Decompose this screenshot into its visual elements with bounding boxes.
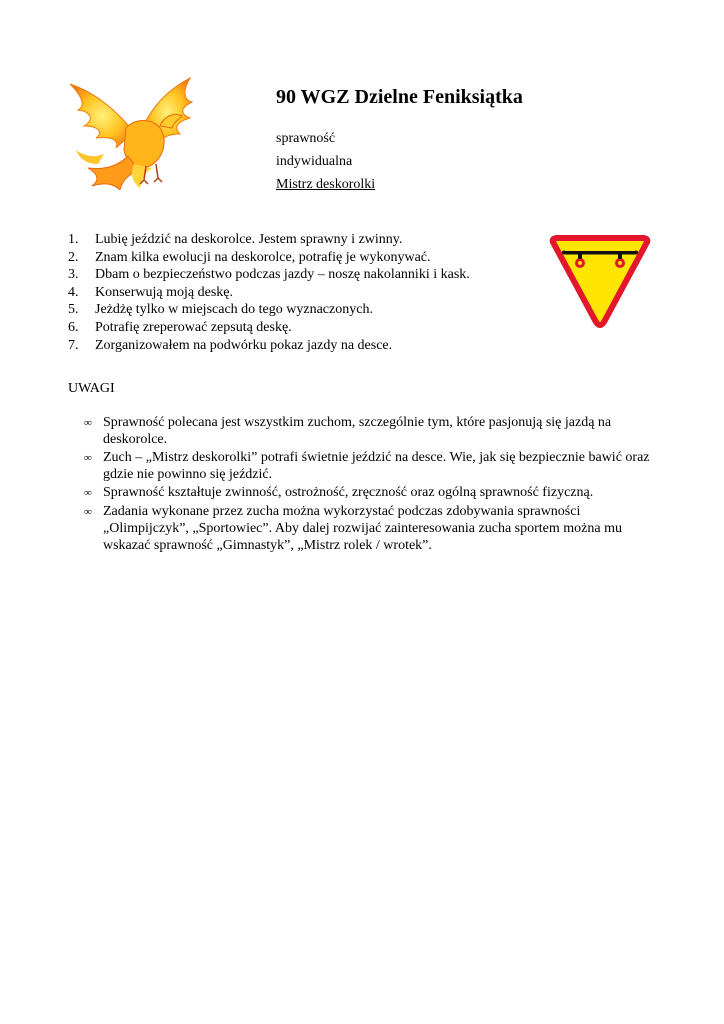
notes-list bbox=[84, 414, 659, 555]
note-item bbox=[84, 503, 659, 555]
requirement-item bbox=[68, 284, 538, 302]
note-text: Zadania wykonane przez zucha można wykorzystać podczas zdobywania sprawności „Olimpijczyk”, „Sportowiec”. Aby dalej rozwijać zainteresowania zucha sportem można mu wskazać sprawność „Gimnastyk”, „Mistrz rolek / wrotek”. bbox=[103, 503, 622, 554]
skateboard-badge-icon bbox=[546, 234, 654, 330]
infinity-bullet-icon: ∞ bbox=[84, 451, 92, 464]
header-line-type: sprawność bbox=[276, 131, 336, 146]
requirement-number: 2. bbox=[68, 249, 79, 265]
requirement-text: Jeżdżę tylko w miejscach do tego wyznaczonych. bbox=[95, 302, 373, 318]
requirement-number: 4. bbox=[68, 284, 79, 300]
requirement-item bbox=[68, 301, 538, 319]
infinity-bullet-icon: ∞ bbox=[84, 486, 92, 499]
requirement-number: 6. bbox=[68, 319, 79, 335]
phoenix-logo-icon bbox=[64, 70, 206, 190]
requirement-text: Dbam o bezpieczeństwo podczas jazdy – noszę nakolanniki i kask. bbox=[95, 267, 470, 283]
page-title: 90 WGZ Dzielne Feniksiątka bbox=[276, 86, 523, 108]
requirement-text: Lubię jeździć na deskorolce. Jestem sprawny i zwinny. bbox=[95, 232, 403, 247]
requirement-number: 1. bbox=[68, 232, 79, 247]
requirement-number: 5. bbox=[68, 302, 79, 318]
note-text: Sprawność polecana jest wszystkim zuchom, szczególnie tym, które pasjonują się jazdą na deskorolce. bbox=[103, 415, 612, 448]
requirement-number: 3. bbox=[68, 267, 79, 283]
uwagi-heading: UWAGI bbox=[68, 381, 115, 396]
requirement-item bbox=[68, 249, 538, 267]
requirement-text: Potrafię zreperować zepsutą deskę. bbox=[95, 319, 292, 335]
requirement-text: Zorganizowałem na podwórku pokaz jazdy na desce. bbox=[95, 337, 393, 353]
requirements-list bbox=[68, 231, 538, 354]
requirement-item bbox=[68, 319, 538, 337]
note-item bbox=[84, 449, 659, 484]
requirement-number: 7. bbox=[68, 337, 79, 353]
requirement-text: Konserwują moją deskę. bbox=[95, 284, 234, 300]
note-item bbox=[84, 414, 659, 449]
badge-name: Mistrz deskorolki bbox=[276, 177, 376, 192]
requirement-text: Znam kilka ewolucji na deskorolce, potrafię je wykonywać. bbox=[95, 249, 431, 265]
infinity-bullet-icon: ∞ bbox=[84, 505, 92, 518]
header-line-kind: indywidualna bbox=[276, 154, 353, 169]
requirement-item bbox=[68, 231, 538, 249]
note-text: Zuch – „Mistrz deskorolki” potrafi świetnie jeździć na desce. Wie, jak się bezpiecznie bawić oraz gdzie nie powinno się jeździć. bbox=[103, 449, 650, 483]
note-text: Sprawność kształtuje zwinność, ostrożność, zręczność oraz ogólną sprawność fizyczną. bbox=[103, 484, 594, 500]
infinity-bullet-icon: ∞ bbox=[84, 417, 92, 429]
requirement-item bbox=[68, 337, 538, 355]
note-item bbox=[84, 484, 659, 503]
header bbox=[276, 86, 523, 196]
requirement-item bbox=[68, 266, 538, 284]
